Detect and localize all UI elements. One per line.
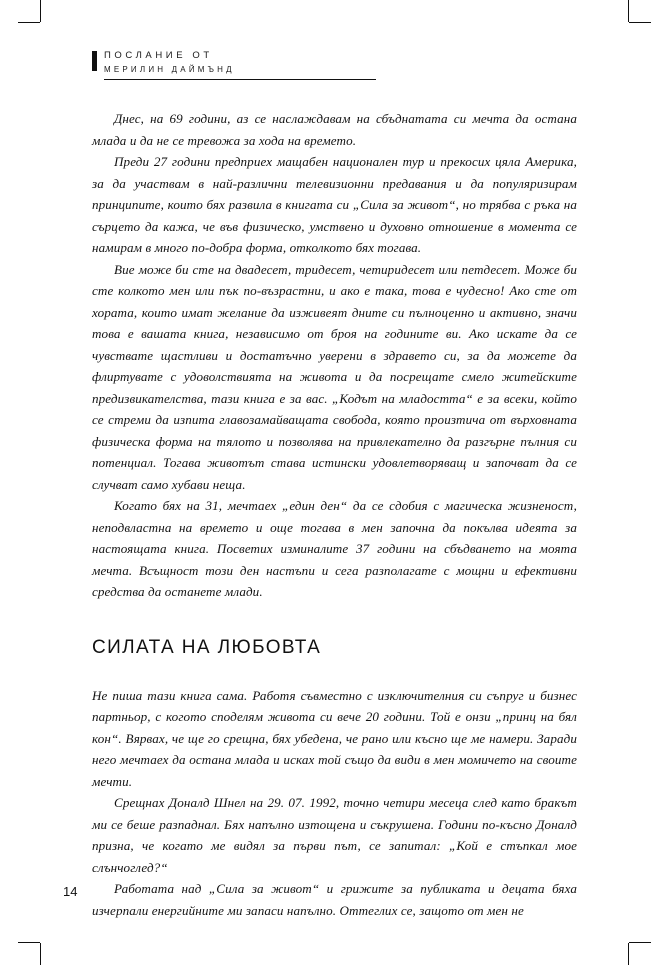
crop-mark-bottom-right-horizontal [629, 942, 651, 943]
crop-mark-top-left-horizontal [18, 22, 40, 23]
paragraph: Не пиша тази книга сама. Работя съвместно с изключителния си съпруг и бизнес партньор, с когото споделям живота си вече 20 години. Той е онзи „принц на бял кон“. Вярвах, че ще го срещна, бях убедена, че рано или късно ще ме намери. Заради него мечтаех да остана млада и исках той също да види в мен момичето на своите мечти. [92, 687, 577, 789]
section-heading: СИЛАТА НА ЛЮБОВТА [92, 636, 322, 658]
page-content [92, 50, 577, 921]
body-text-top [92, 108, 577, 603]
paragraph: Вие може би сте на двадесет, тридесет, четиридесет или петдесет. Може би сте колкото мен или пък по-възрастни, и ако е така, това е чудесно! Ако сте от хората, които имат желание да изживеят дните си пълноценно и активно, значи това е вашата книга, независимо от броя на годините ви. Ако искате да се чувствате щастливи и достатъчно уверени в здравето си, за да можете да флиртувате с удоволствията на живота и да посрещате смело житейските предизвикателства, тази книга е за вас. „Кодът на младостта“ е за всеки, който се стреми да изпита главозамайващата свобода, която произтича от върховната физическа форма на тялото и позволява на привлекателно да разгърне пълния си потенциал. Тогава животът става истински удовлетворяващ и започват да се случват само хубави неща. [92, 261, 577, 492]
running-head-marker [92, 51, 97, 71]
running-head-rule [104, 79, 376, 80]
running-head-title: ПОСЛАНИЕ ОТ [104, 50, 213, 61]
page-number: 14 [63, 884, 78, 899]
paragraph: Преди 27 години предприех мащабен национален тур и прекосих цяла Америка, за да участвам в най-различни телевизионни предавания и да популяризирам принципите, които бях развила в книгата си „Сила за живот“, но трябва с ръка на сърцето да кажа, че във физическо, умствено и духовно отношение в момента се намирам в много по-добра форма, отколкото бях тогава. [92, 154, 577, 255]
running-head [92, 50, 577, 80]
paragraph: Днес, на 69 години, аз се наслаждавам на сбъднатата си мечта да остана млада и да не се тревожа за хода на времето. [92, 111, 577, 148]
body-text-bottom [92, 685, 577, 922]
paragraph: Когато бях на 31, мечтаех „един ден“ да се сдобия с магическа жизненост, неподвластна на времето и още тогава в мен започна да покълва идеята за настоящата книга. Посветих изминалите 37 години на сбъдването на моята мечта. Всъщност този ден настъпи и сега разполагате с мощни и ефективни средства да останете млади. [92, 498, 577, 599]
crop-mark-top-right-horizontal [629, 22, 651, 23]
running-head-subtitle: МЕРИЛИН ДАЙМЪНД [104, 65, 235, 74]
crop-mark-bottom-left-horizontal [18, 942, 40, 943]
crop-mark-bottom-right-vertical [628, 943, 629, 965]
paragraph: Работата над „Сила за живот“ и грижите за публиката и децата бяха изчерпали енергийните ми запаси напълно. Оттеглих се, защото от мен не [92, 881, 577, 918]
crop-mark-top-left-vertical [40, 0, 41, 22]
crop-mark-bottom-left-vertical [40, 943, 41, 965]
crop-mark-top-right-vertical [628, 0, 629, 22]
paragraph: Срещнах Доналд Шнел на 29. 07. 1992, точно четири месеца след като бракът ми се беше разпаднал. Бях напълно изтощена и съкрушена. Години по-късно Доналд призна, че когато ме видял за първи път, се запитал: „Кой е стъпкал мое слънчоглед?“ [92, 795, 577, 875]
